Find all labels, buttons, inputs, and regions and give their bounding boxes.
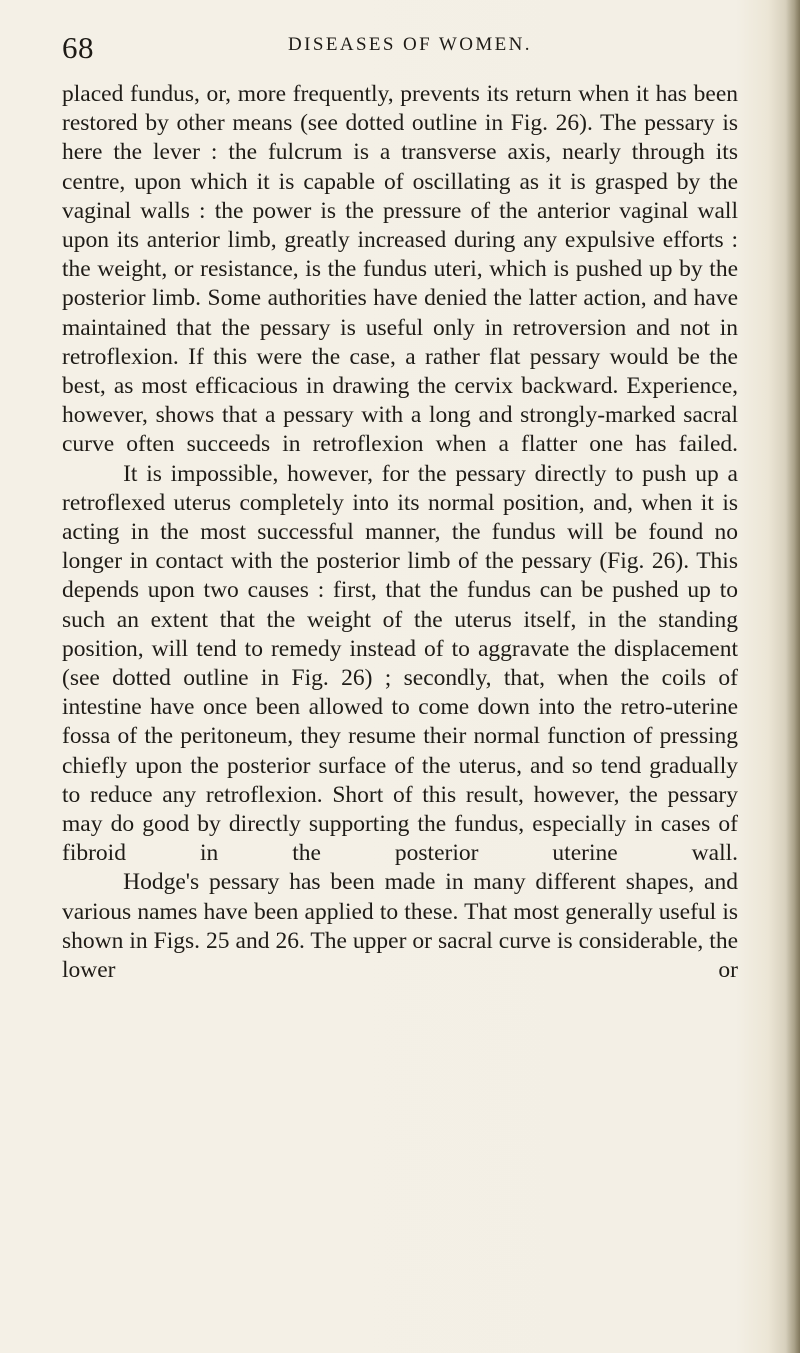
- body-text: [62, 80, 738, 985]
- running-head: DISEASES OF WOMEN.: [288, 34, 532, 55]
- paragraph-2: It is impossible, however, for the pessary directly to push up a retroflexed uterus completely into its normal position, and, when it is acting in the most successful manner, the fundus will be found no longer in contact with the posterior limb of the pessary (Fig. 26). This depends upon two causes : first, that the fundus can be pushed up to such an extent that the weight of the uterus itself, in the standing position, will tend to remedy instead of to aggravate the displacement (see dotted outline in Fig. 26) ; secondly, that, when the coils of intestine have once been allowed to come down into the retro-uterine fossa of the peritoneum, they resume their normal function of pressing chiefly upon the posterior surface of the uterus, and so tend gradually to reduce any retroflexion. Short of this result, however, the pessary may do good by directly supporting the fundus, especially in cases of fibroid in the posterior uterine wall.: [62, 460, 738, 867]
- paragraph-1: placed fundus, or, more frequently, prevents its return when it has been restored by other means (see dotted outline in Fig. 26). The pessary is here the lever : the fulcrum is a transverse axis, nearly through its centre, upon which it is capable of oscillating as it is grasped by the vaginal walls : the power is the pressure of the anterior vaginal wall upon its anterior limb, greatly increased during any expulsive efforts : the weight, or resistance, is the fundus uteri, which is pushed up by the posterior limb. Some authorities have denied the latter action, and have maintained that the pessary is useful only in retroversion and not in retroflexion. If this were the case, a rather flat pessary would be the best, as most efficacious in drawing the cervix backward. Experience, however, shows that a pessary with a long and strongly-marked sacral curve often succeeds in retroflexion when a flatter one has failed.: [62, 81, 738, 458]
- page-header: [62, 30, 762, 80]
- page-edge-shadow: [786, 0, 800, 1353]
- paragraph-3: Hodge's pessary has been made in many different shapes, and various names have been applied to these. That most generally useful is shown in Figs. 25 and 26. The upper or sacral curve is considerable, the lower or: [62, 869, 738, 984]
- page-number: 68: [62, 30, 94, 65]
